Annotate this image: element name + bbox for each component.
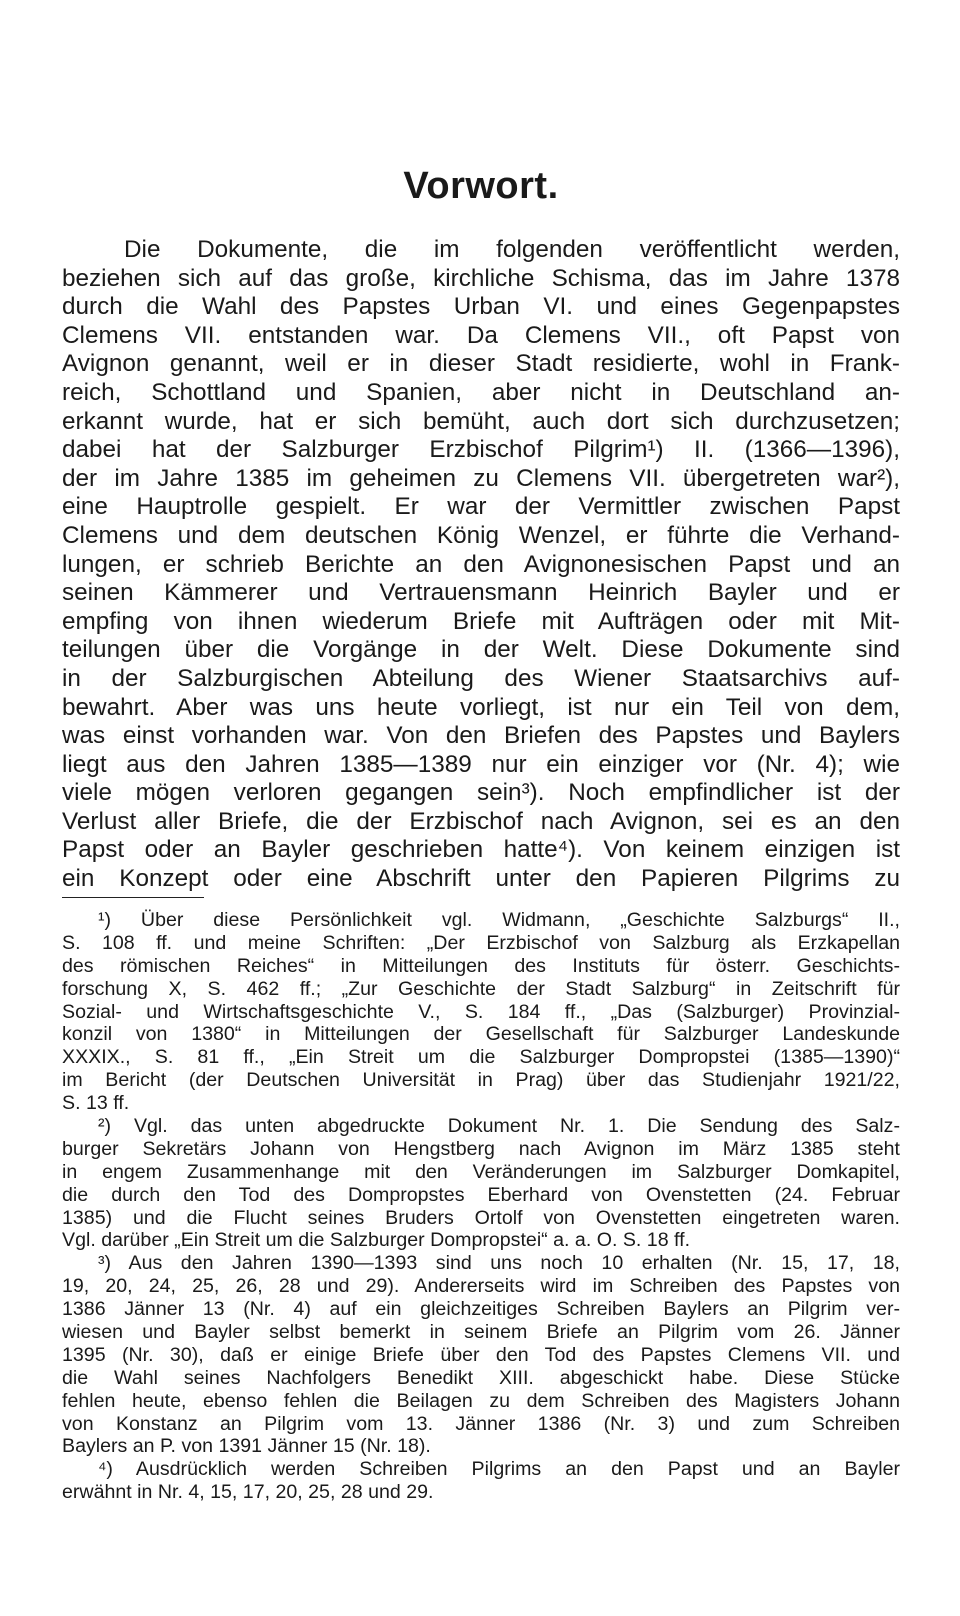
text-line: eine Hauptrolle gespielt. Er war der Vermittler zwischen Papst [62, 493, 900, 521]
footnote-line: konzil von 1380“ in Mitteilungen der Gesellschaft für Salzburger Landeskunde [62, 1023, 900, 1046]
text-line: ein Konzept oder eine Abschrift unter den Papieren Pilgrims zu [62, 865, 900, 893]
text-line: dabei hat der Salzburger Erzbischof Pilgrim¹) II. (1366—1396), [62, 436, 900, 464]
text-line: Verlust aller Briefe, die der Erzbischof nach Avignon, sei es an den [62, 807, 900, 835]
text-line: durch die Wahl des Papstes Urban VI. und eines Gegenpapstes [62, 293, 900, 321]
footnote-line: Sozial- und Wirtschaftsgeschichte V., S. 184 ff., „Das (Salzburger) Provinzial- [62, 1000, 900, 1023]
text-line: in der Salzburgischen Abteilung des Wiener Staatsarchivs auf- [62, 664, 900, 692]
footnote-line: wiesen und Bayler selbst bemerkt in seinem Briefe an Pilgrim vom 26. Jänner [62, 1321, 900, 1344]
footnote-line: Baylers an P. von 1391 Jänner 15 (Nr. 18). [62, 1435, 431, 1458]
text-line: beziehen sich auf das große, kirchliche Schisma, das im Jahre 1378 [62, 264, 900, 292]
main-text [62, 236, 900, 894]
footnote-line: erwähnt in Nr. 4, 15, 17, 20, 25, 28 und 29. [62, 1481, 434, 1504]
footnote-line: ³) Aus den Jahren 1390—1393 sind uns noch 10 erhalten (Nr. 15, 17, 18, [98, 1252, 900, 1275]
footnote-line: ⁴) Ausdrücklich werden Schreiben Pilgrims an den Papst und an Bayler [98, 1458, 900, 1481]
footnote-line: 19, 20, 24, 25, 26, 28 und 29). Andererseits wird im Schreiben des Papstes von [62, 1275, 900, 1298]
footnote-2 [62, 1115, 900, 1252]
text-line: lungen, er schrieb Berichte an den Avignonesischen Papst und an [62, 550, 900, 578]
text-line: was einst vorhanden war. Von den Briefen des Papstes und Baylers [62, 722, 900, 750]
text-line: bewahrt. Aber was uns heute vorliegt, ist nur ein Teil von dem, [62, 693, 900, 721]
footnote-line: Vgl. darüber „Ein Streit um die Salzburger Dompropstei“ a. a. O. S. 18 ff. [62, 1229, 691, 1252]
text-line: erkannt wurde, hat er sich bemüht, auch dort sich durchzusetzen; [62, 407, 900, 435]
footnote-line: die durch den Tod des Dompropstes Eberhard von Ovenstetten (24. Februar [62, 1183, 900, 1206]
text-line: empfing von ihnen wiederum Briefe mit Aufträgen oder mit Mit- [62, 607, 900, 635]
text-line: Clemens und dem deutschen König Wenzel, er führte die Verhand- [62, 521, 900, 549]
text-line: Avignon genannt, weil er in dieser Stadt residierte, wohl in Frank- [62, 350, 900, 378]
footnote-line: die Wahl seines Nachfolgers Benedikt XIII. abgeschickt habe. Diese Stücke [62, 1366, 900, 1389]
text-line: teilungen über die Vorgänge in der Welt. Diese Dokumente sind [62, 636, 900, 664]
footnote-line: S. 13 ff. [62, 1092, 130, 1115]
text-line: liegt aus den Jahren 1385—1389 nur ein einziger vor (Nr. 4); wie [62, 750, 900, 778]
text-line: viele mögen verloren gegangen sein³). Noch empfindlicher ist der [62, 779, 900, 807]
footnote-1 [62, 909, 900, 1115]
footnote-line: von Konstanz an Pilgrim vom 13. Jänner 1386 (Nr. 3) und zum Schreiben [62, 1412, 900, 1435]
footnote-line: 1386 Jänner 13 (Nr. 4) auf ein gleichzeitiges Schreiben Baylers an Pilgrim ver- [62, 1298, 900, 1321]
footnote-separator [62, 897, 204, 898]
text-line: seinen Kämmerer und Vertrauensmann Heinrich Bayler und er [62, 579, 900, 607]
text-line: Papst oder an Bayler geschrieben hatte⁴). Von keinem einzigen ist [62, 836, 900, 864]
footnote-line: XXXIX., S. 81 ff., „Ein Streit um die Salzburger Dompropstei (1385—1390)“ [62, 1046, 900, 1069]
footnote-line: ¹) Über diese Persönlichkeit vgl. Widmann, „Geschichte Salzburgs“ II., [98, 909, 900, 931]
footnote-line: 1395 (Nr. 30), daß er einige Briefe über den Tod des Papstes Clemens VII. und [62, 1343, 900, 1366]
footnote-line: 1385) und die Flucht seines Bruders Ortolf von Ovenstetten eingetreten waren. [62, 1206, 900, 1229]
footnote-line: S. 108 ff. und meine Schriften: „Der Erzbischof von Salzburg als Erzkapellan [62, 931, 900, 954]
footnote-line: ²) Vgl. das unten abgedruckte Dokument Nr. 1. Die Sendung des Salz- [98, 1115, 900, 1138]
text-line: der im Jahre 1385 im geheimen zu Clemens VII. übergetreten war²), [62, 464, 900, 492]
document-page [62, 0, 900, 1616]
footnote-line: des römischen Reiches“ in Mitteilungen des Instituts für österr. Geschichts- [62, 954, 900, 977]
footnote-3 [62, 1252, 900, 1458]
text-line: Die Dokumente, die im folgenden veröffentlicht werden, [124, 236, 900, 263]
footnotes [62, 909, 900, 1504]
footnote-line: fehlen heute, ebenso fehlen die Beilagen zu dem Schreiben des Magisters Johann [62, 1389, 900, 1412]
text-line: reich, Schottland und Spanien, aber nicht in Deutschland an- [62, 378, 900, 406]
text-line: Clemens VII. entstanden war. Da Clemens VII., oft Papst von [62, 321, 900, 349]
page-title: Vorwort. [403, 165, 559, 207]
footnote-line: im Bericht (der Deutschen Universität in Prag) über das Studienjahr 1921/22, [62, 1069, 900, 1092]
footnote-line: in engem Zusammenhange mit den Veränderungen im Salzburger Domkapitel, [62, 1160, 900, 1183]
footnote-4 [62, 1458, 900, 1504]
footnote-line: forschung X, S. 462 ff.; „Zur Geschichte der Stadt Salzburg“ in Zeitschrift für [62, 977, 900, 1000]
footnote-line: burger Sekretärs Johann von Hengstberg nach Avignon im März 1385 steht [62, 1137, 900, 1160]
